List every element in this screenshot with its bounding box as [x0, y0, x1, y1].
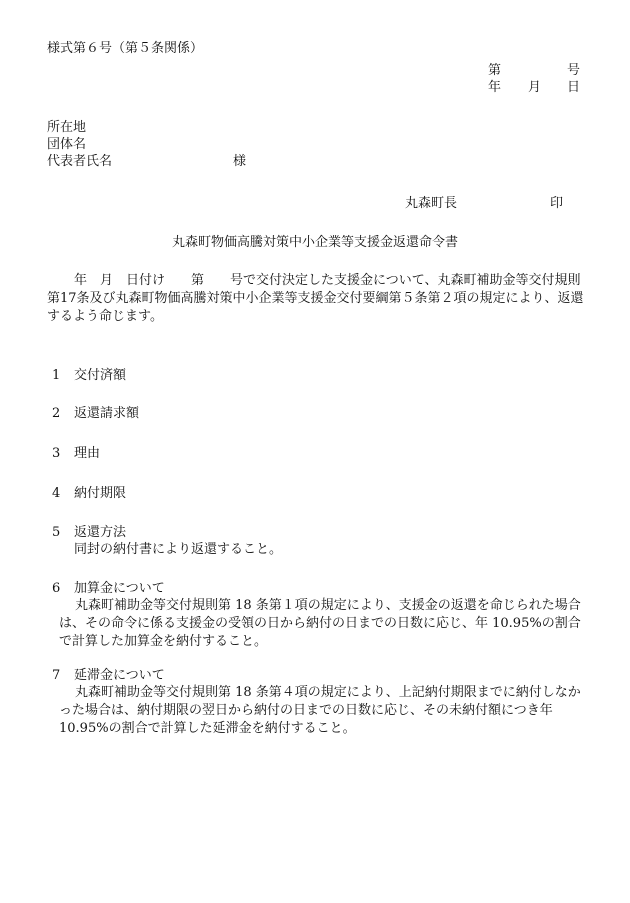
item-6-number: 6 [52, 581, 61, 596]
form-number: 様式第６号（第５条関係） [47, 41, 204, 56]
item-4-label: 納付期限 [74, 486, 127, 501]
item-7-body [59, 684, 611, 738]
intro-line-3: するよう命じます。 [47, 309, 163, 324]
item-1-number: 1 [52, 368, 61, 383]
item-7-label: 延滞金について [74, 668, 165, 683]
date-month: 月 [528, 80, 542, 95]
item-2-number: 2 [52, 406, 61, 421]
issuer-name: 丸森町長 [405, 196, 458, 211]
item-1-label: 交付済額 [74, 368, 127, 383]
item-4-number: 4 [52, 486, 61, 501]
recipient-honorific: 様 [233, 154, 247, 169]
item-5-number: 5 [52, 525, 61, 540]
item-3-label: 理由 [74, 446, 101, 461]
intro-line-2: 第17条及び丸森町物価高騰対策中小企業等支援金交付要綱第５条第２項の規定により、返還 [47, 291, 584, 306]
recipient-org-label: 団体名 [47, 137, 87, 152]
doc-number-dai: 第 [488, 63, 502, 78]
item-5-label: 返還方法 [74, 525, 127, 540]
item-7-body-line-2: った場合は、納付期限の翌日から納付の日までの日数に応じ、その未納付額につき年 [59, 703, 553, 718]
item-7-body-line-3: 10.95%の割合で計算した延滞金を納付すること。 [59, 721, 356, 736]
document-title: 丸森町物価高騰対策中小企業等支援金返還命令書 [172, 235, 459, 250]
item-6-body-line-2: は、その命令に係る支援金の受領の日から納付の日までの日数に応じ、年 10.95%の割合 [59, 616, 581, 631]
item-6-body-line-3: で計算した加算金を納付すること。 [59, 634, 268, 649]
recipient-rep-label: 代表者氏名 [47, 154, 113, 169]
item-7-body-line-1: 丸森町補助金等交付規則第 18 条第４項の規定により、上記納付期限までに納付しなか [75, 685, 581, 700]
item-3-number: 3 [52, 446, 61, 461]
intro-line-1: 年 月 日付け 第 号で交付決定した支援金について、丸森町補助金等交付規則 [74, 273, 581, 288]
item-6-body [59, 597, 611, 651]
item-6-label: 加算金について [74, 581, 165, 596]
doc-number-go: 号 [567, 63, 581, 78]
item-6-body-line-1: 丸森町補助金等交付規則第 18 条第１項の規定により、支援金の返還を命じられた場合 [75, 598, 581, 613]
issuer-seal: 印 [550, 196, 564, 211]
item-5-body: 同封の納付書により返還すること。 [74, 542, 283, 557]
item-7-number: 7 [52, 668, 61, 683]
date-year: 年 [488, 80, 502, 95]
item-2-label: 返還請求額 [74, 406, 140, 421]
recipient-address-label: 所在地 [47, 120, 87, 135]
date-day: 日 [567, 80, 581, 95]
intro-paragraph [47, 272, 607, 326]
